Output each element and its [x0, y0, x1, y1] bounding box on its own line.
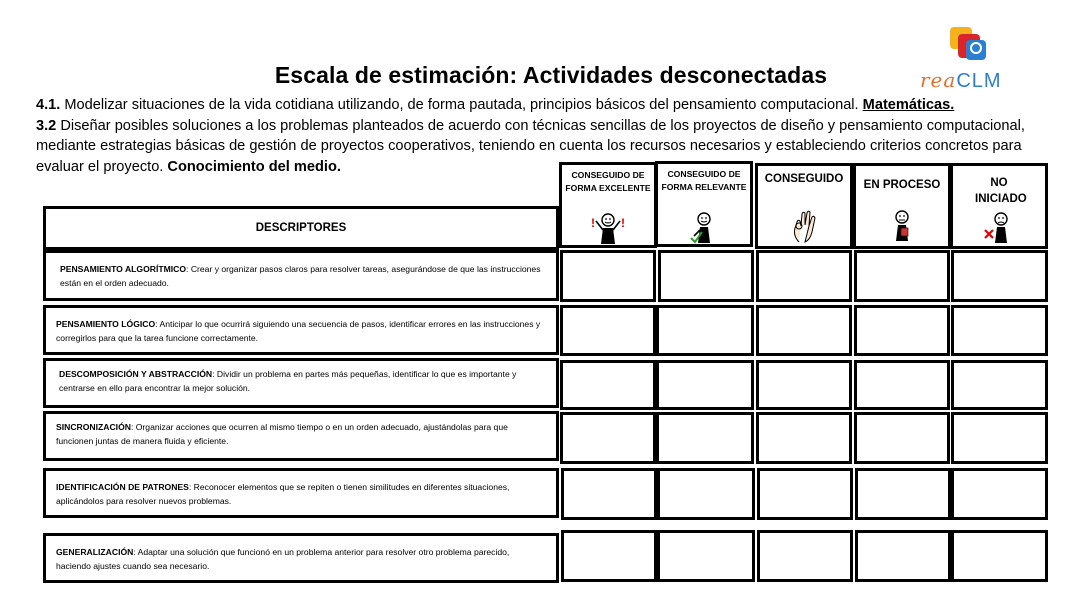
rating-cell[interactable] — [657, 530, 755, 582]
rating-cell[interactable] — [854, 360, 950, 410]
column-label: NO INICIADO — [975, 177, 1027, 205]
rating-cell[interactable] — [656, 305, 754, 356]
descriptor-text: : Reconocer elementos que se repiten o tienen similitudes en diferentes situaciones, aplicándolos para resolver nuevos problemas. — [56, 482, 510, 506]
rating-cell[interactable] — [951, 412, 1048, 464]
rating-cell[interactable] — [951, 250, 1048, 302]
rating-cell[interactable] — [560, 305, 656, 356]
competence-area-1: Matemáticas. — [862, 97, 955, 113]
rating-cell[interactable] — [560, 412, 656, 464]
column-header-not-started — [950, 163, 1048, 249]
not-started-person-icon — [982, 210, 1016, 244]
rating-cell[interactable] — [756, 360, 852, 410]
rating-cell[interactable] — [560, 250, 656, 302]
rating-cell[interactable] — [656, 412, 754, 464]
descriptor-text: : Dividir un problema en partes más pequeñas, identificar lo que es importante y centrarse en ello para encontrar la mejor solución. — [59, 369, 517, 393]
rating-cell[interactable] — [658, 250, 754, 302]
descriptor-text: : Crear y organizar pasos claros para resolver tareas, asegurándose de que las instrucciones están en el orden adecuado. — [60, 264, 541, 288]
relevant-person-icon — [686, 210, 722, 244]
rating-cell[interactable] — [756, 305, 852, 356]
descriptor-name: GENERALIZACIÓN — [56, 547, 134, 557]
competence-text-1: Modelizar situaciones de la vida cotidiana utilizando, de forma pautada, principios básicos del pensamiento computacional. — [60, 97, 863, 113]
descriptors-header-label: DESCRIPTORES — [255, 222, 347, 234]
descriptor-name: DESCOMPOSICIÓN Y ABSTRACCIÓN — [59, 369, 213, 379]
column-header-excellent — [559, 162, 657, 248]
excellent-person-icon — [588, 211, 628, 245]
rating-cell[interactable] — [756, 250, 852, 302]
rating-cell[interactable] — [854, 412, 950, 464]
rating-cell[interactable] — [855, 468, 951, 520]
svg-text:!: ! — [621, 216, 625, 230]
descriptor-name: IDENTIFICACIÓN DE PATRONES — [56, 482, 189, 492]
column-label: CONSEGUIDO DE FORMA EXCELENTE — [565, 170, 651, 193]
descriptor-text: : Adaptar una solución que funcionó en un problema anterior para resolver otro problema parecido, haciendo ajustes cuando sea necesario. — [56, 547, 510, 571]
rating-cell[interactable] — [854, 250, 950, 302]
descriptor-text: : Anticipar lo que ocurrirá siguiendo una secuencia de pasos, identificar errores en las instrucciones y corregirlos para que la tarea funcione correctamente. — [56, 319, 541, 343]
rating-cell[interactable] — [656, 360, 754, 410]
competence-area-2: Conocimiento del medio. — [167, 158, 341, 175]
rating-cell[interactable] — [560, 360, 656, 410]
rating-cell[interactable] — [757, 468, 853, 520]
rating-cell[interactable] — [951, 305, 1048, 356]
competence-code-1: 4.1. — [36, 97, 61, 113]
competence-code-2: 3.2 — [36, 117, 57, 134]
rating-cell[interactable] — [854, 305, 950, 356]
rating-cell[interactable] — [561, 530, 657, 582]
descriptor-row-patterns — [43, 468, 559, 518]
descriptor-name: SINCRONIZACIÓN — [56, 422, 131, 432]
column-header-relevant — [655, 161, 753, 247]
descriptor-name: PENSAMIENTO LÓGICO — [56, 319, 156, 329]
column-label: CONSEGUIDO — [764, 173, 844, 185]
descriptor-row-decomposition — [43, 358, 559, 408]
column-label: EN PROCESO — [863, 179, 941, 191]
rating-cell[interactable] — [657, 468, 755, 520]
rating-cell[interactable] — [756, 412, 852, 464]
descriptor-row-synchronization — [43, 411, 559, 461]
rating-cell[interactable] — [951, 530, 1048, 582]
descriptor-row-generalization — [43, 533, 559, 583]
column-label: CONSEGUIDO DE FORMA RELEVANTE — [661, 169, 747, 192]
descriptor-row-logical — [43, 305, 559, 355]
rating-cell[interactable] — [757, 530, 853, 582]
rating-cell[interactable] — [951, 360, 1048, 410]
rating-cell[interactable] — [561, 468, 657, 520]
competence-text-2: Diseñar posibles soluciones a los problemas planteados de acuerdo con técnicas sencillas de los proyectos de diseño y pensamiento computacional, mediante estrategias básicas de gestión de proyectos cooperativos, teniendo en cuenta los recursos necesarios y estableciendo criterios concretos para evaluar el proyecto. — [36, 117, 1025, 175]
rating-cell[interactable] — [855, 530, 951, 582]
page-title: Escala de estimación: Actividades desconectadas — [274, 62, 828, 88]
descriptor-text: : Organizar acciones que ocurren al mismo tiempo o en un orden adecuado, ajustándolas para que funcionen juntas de manera fluida y eficiente. — [56, 422, 508, 446]
descriptor-row-algorithmic — [43, 250, 559, 301]
rating-cell[interactable] — [951, 468, 1048, 520]
column-header-achieved — [755, 163, 853, 249]
descriptor-name: PENSAMIENTO ALGORÍTMICO — [60, 264, 187, 274]
column-header-in-process — [853, 163, 951, 249]
logo-text: reaCLM — [920, 68, 1002, 92]
in-process-person-icon — [887, 208, 917, 242]
descriptors-header — [43, 206, 559, 250]
svg-text:!: ! — [591, 216, 595, 230]
ok-hand-icon — [789, 208, 819, 244]
